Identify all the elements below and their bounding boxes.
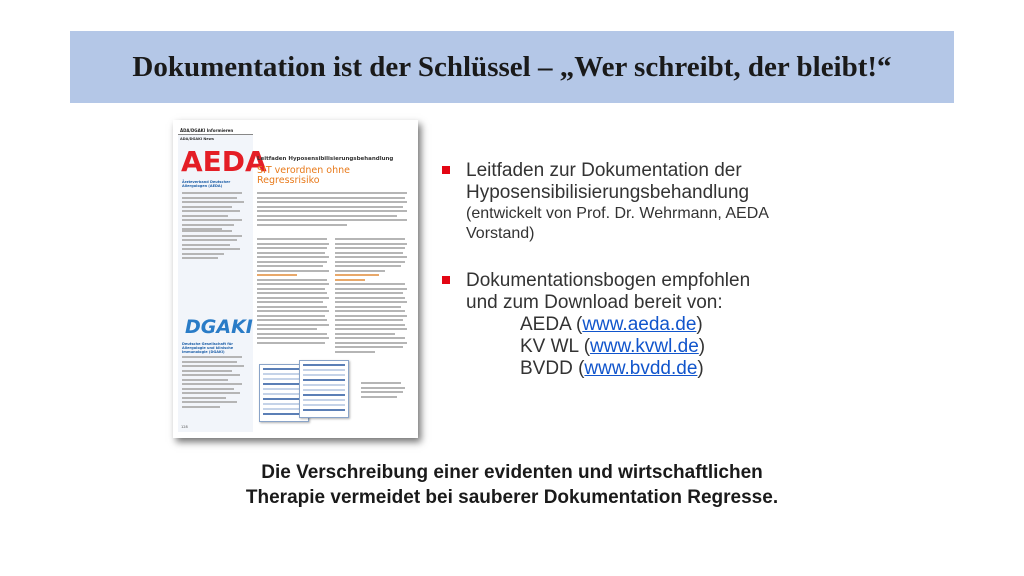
aeda-logo: AEDA xyxy=(181,145,267,178)
bullet-note: Vorstand) xyxy=(466,225,535,242)
aeda-address-text xyxy=(182,230,248,262)
footer-line-1: Die Verschreibung einer evidenten und wirtschaftlichen xyxy=(261,462,763,483)
link-bvdd[interactable]: www.bvdd.de xyxy=(584,358,698,379)
document-header: ÄDA/DGAKI Informieren xyxy=(178,126,253,135)
source-aeda xyxy=(466,314,820,336)
source-name: AEDA ( xyxy=(520,314,583,335)
document-subheader: ÄDA/DGAKI News xyxy=(180,137,214,141)
source-bvdd xyxy=(466,358,820,380)
bullet-marker-icon xyxy=(442,276,450,284)
bullet-item-download xyxy=(440,270,820,380)
article-heading: Leitfaden Hyposensibilisierungsbehandlung xyxy=(257,156,394,162)
footer-line-2: Therapie vermeidet bei sauberer Dokumentation Regresse. xyxy=(245,487,779,508)
bullet-text: Hyposensibilisierungsbehandlung xyxy=(466,182,750,203)
source-end: ) xyxy=(696,314,703,335)
bullet-text: Leitfaden zur Dokumentation der xyxy=(466,160,742,181)
source-end: ) xyxy=(697,358,704,379)
sample-forms-image xyxy=(259,360,354,422)
bullet-text: und zum Download bereit von: xyxy=(466,292,723,313)
source-name: BVDD ( xyxy=(520,358,585,379)
footer-statement xyxy=(100,460,924,510)
dgaki-subtitle: Deutsche Gesellschaft für Allergologie und klinische Immunologie (DGAKI) xyxy=(182,342,234,354)
aeda-subtitle: Ärzteverband Deutscher Allergologen (AEDA) xyxy=(182,180,231,188)
document-thumbnail xyxy=(173,120,418,438)
link-aeda[interactable]: www.aeda.de xyxy=(582,314,697,335)
article-intro-text xyxy=(257,192,407,228)
source-end: ) xyxy=(698,336,706,357)
slide-title: Dokumentation ist der Schlüssel – „Wer schreibt, der bleibt!“ xyxy=(132,50,892,83)
dgaki-logo: DGAKI xyxy=(185,316,253,338)
document-page-number: 128 xyxy=(181,425,188,429)
title-bar xyxy=(70,31,954,103)
source-name: KV WL ( xyxy=(520,336,591,357)
sample-form-2 xyxy=(299,360,349,418)
bullet-marker-icon xyxy=(442,166,450,174)
dgaki-contact-text xyxy=(182,356,248,410)
article-column-right xyxy=(335,238,407,355)
aeda-contact-text xyxy=(182,192,248,233)
forms-caption-text xyxy=(361,382,407,400)
article-column-left xyxy=(257,238,329,346)
bullet-item-guideline xyxy=(440,160,820,244)
bullet-note: (entwickelt von Prof. Dr. Wehrmann, AEDA xyxy=(466,205,769,222)
bullet-list xyxy=(440,160,820,380)
source-kvwl xyxy=(466,336,820,358)
link-kvwl[interactable]: www.kvwl.de xyxy=(590,336,699,357)
bullet-text: Dokumentationsbogen empfohlen xyxy=(466,270,751,291)
article-title: SIT verordnen ohne Regressrisiko xyxy=(257,165,351,186)
